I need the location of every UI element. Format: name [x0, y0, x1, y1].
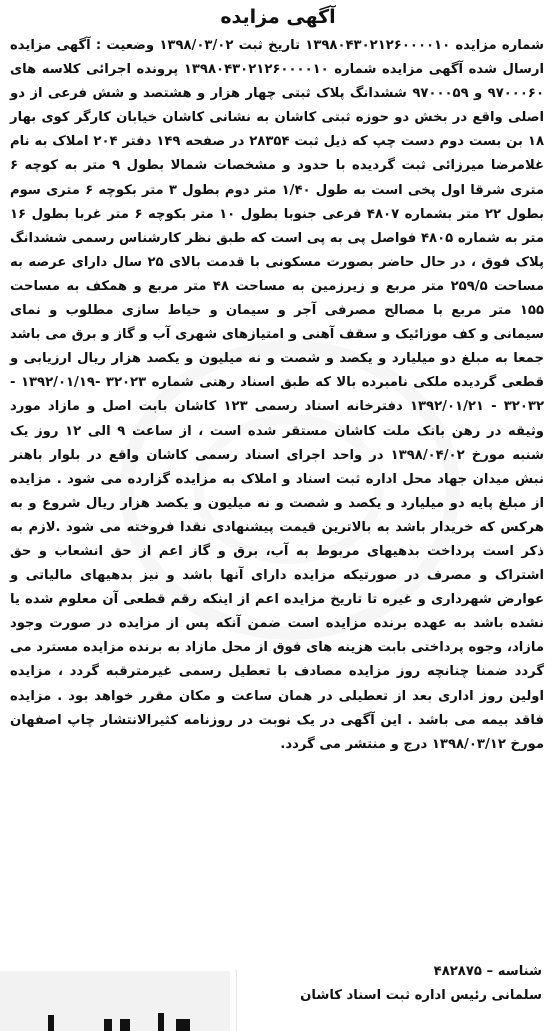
stamp-fragment: [0, 971, 230, 1031]
footer-divider: [236, 970, 237, 1031]
stamp-logo-icon: [8, 1009, 218, 1031]
notice-signature-line: سلمانی رئیس اداره ثبت اسناد کاشان: [300, 988, 542, 1003]
notice-footer: [244, 960, 544, 1008]
notice-body: شماره مزایده ۱۳۹۸۰۴۳۰۲۱۲۶۰۰۰۰۱۰ تاریخ ثبت ۱۳۹۸/۰۳/۰۲ وضعیت : آگهی مزایده ارسال شده آگهی مزایده شماره ۱۳۹۸۰۴۳۰۲۱۲۶۰۰۰۰۱۰ پرونده اجرائی کلاسه های ۹۷۰۰۰۶۰ و ۹۷۰۰۰۵۹ ششدانگ پلاک ثبتی چهار هزار و هشتصد و شش فرعی از دو اصلی واقع در بخش دو حوزه ثبتی کاشان به نشانی کاشان خیابان کارگر کوی بهار ۱۸ بن بست دوم دست چپ که ذیل ثبت ۲۸۳۵۴ در صفحه ۱۴۹ دفتر ۲۰۴ املاک به نام غلامرضا میرزائی ثبت گردیده با حدود و مشخصات شمالا بطول ۹ متر به کوچه ۶ متری شرقا اول پخی است به طول ۱/۴۰ متر دوم بطول ۳ متر بکوچه ۶ متری سوم بطول ۲۲ متر بشماره ۴۸۰۷ فرعی جنوبا بطول ۱۰ متر بکوچه ۶ متر غربا بطول ۱۶ متر به شماره ۴۸۰۵ فواصل پی به پی است که طبق نظر کارشناس رسمی ششدانگ پلاک فوق ، در حال حاضر بصورت مسکونی با قدمت بالای ۲۵ سال دارای عرصه به مساحت ۲۵۹/۵ متر مربع و زیرزمین به مساحت ۴۸ متر مربع و همکف به مساحت ۱۵۵ متر مربع با مصالح مصرفی آجر و سیمان و حیاط سازی مطلوب و نمای سیمانی و کف موزائیک و سقف آهنی و امتیازهای شهری آب و گاز و برق می باشد جمعا به مبلغ دو میلیارد و یکصد و شصت و نه میلیون و یکصد هزار ریال ارزیابی و قطعی گردیده ملکی نامبرده بالا که طبق اسناد رهنی شماره ۳۲۰۲۳ -۱۳۹۲/۰۱/۱۹ - ۳۲۰۳۲ - ۱۳۹۲/۰۱/۲۱ دفترخانه اسناد رسمی ۱۲۳ کاشان بابت اصل و مازاد مورد وثیقه در رهن بانک ملت کاشان مستقر شده است ، از ساعت ۹ الی ۱۲ روز یک شنبه مورخ ۱۳۹۸/۰۴/۰۲ در واحد اجرای اسناد رسمی کاشان واقع در بلوار باهنر نبش میدان جهاد محل اداره ثبت اسناد و املاک به مزایده گزارده می شود . مزایده از مبلغ پایه دو میلیارد و یکصد و شصت و نه میلیون و یکصد هزار ریال شروع و به هرکس که خریدار باشد به بالاترین قیمت پیشنهادی نقدا فروخته می شود .لازم به ذکر است پرداخت بدهیهای مربوط به آب، برق و گاز اعم از حق انشعاب و حق اشتراک و مصرف در صورتیکه مزایده دارای آنها باشد و نیز بدهیهای مالیاتی و عوارض شهرداری و غیره تا تاریخ مزایده اعم از اینکه رقم قطعی آن معلوم شده یا نشده باشد به عهده برنده مزایده است ضمن آنکه پس از مزایده در صورت وجود مازاد، وجوه پرداختی بابت هزینه های فوق از محل مازاد به برنده مزایده مسترد می گردد ضمنا چنانچه روز مزایده مصادف با تعطیل رسمی غیرمترقبه گردد ، مزایده اولین روز اداری بعد از تعطیلی در همان ساعت و مکان مقرر خواهد بود . مزایده فاقد بیمه می باشد . این آگهی در یک نوبت در روزنامه کثیرالانتشار چاپ اصفهان مورخ ۱۳۹۸/۰۳/۱۲ درج و منتشر می گردد.: [10, 38, 545, 752]
notice-id-line: شناسه – ۴۸۲۸۷۵: [433, 964, 542, 979]
notice-title: آگهی مزایده: [220, 6, 336, 28]
